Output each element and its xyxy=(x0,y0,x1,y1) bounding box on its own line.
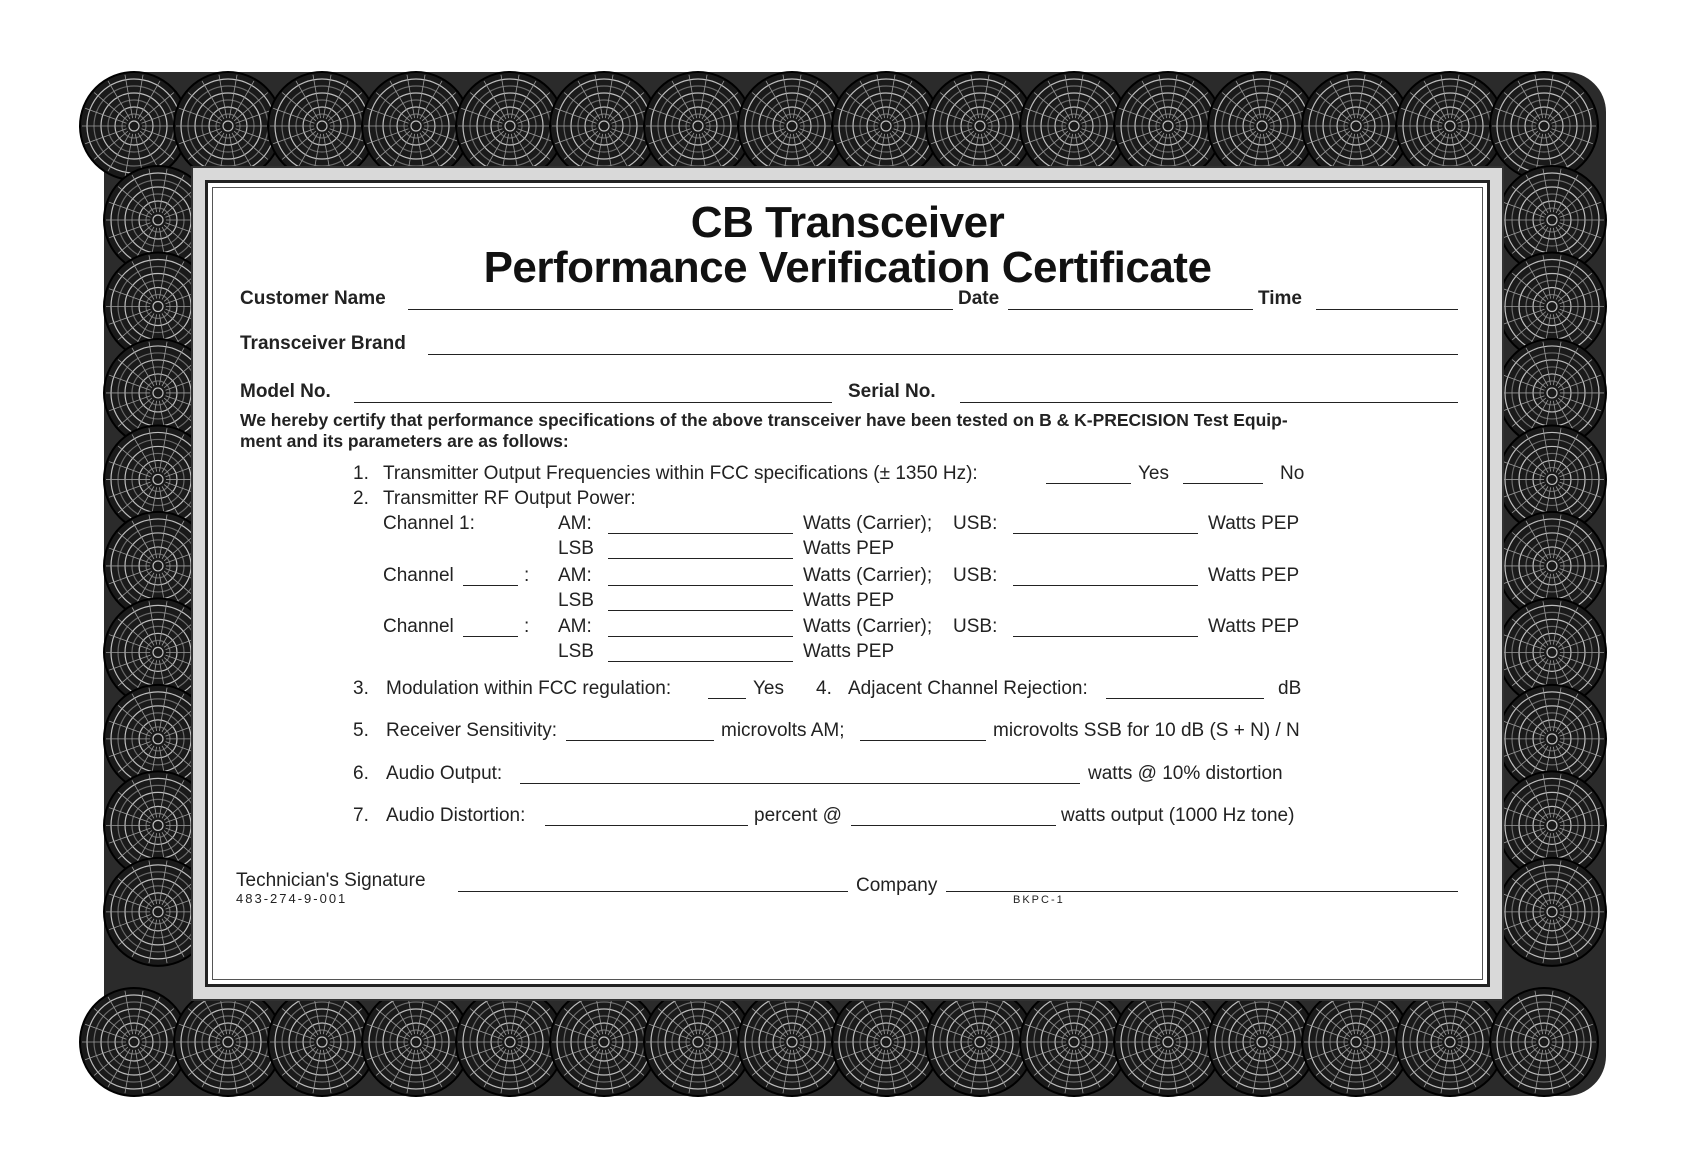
item-1-no-label: No xyxy=(1280,463,1305,484)
channel-b-usb-field[interactable] xyxy=(1013,636,1198,637)
item-1-number: 1. xyxy=(353,463,369,484)
item-6-text: Audio Output: xyxy=(386,763,503,784)
channel-1-lsb-label: LSB xyxy=(558,538,594,559)
channel-a-am-label: AM: xyxy=(558,565,592,586)
title-line-2: Performance Verification Certificate xyxy=(483,243,1212,292)
item-7-text: Audio Distortion: xyxy=(386,805,526,826)
title-line-1: CB Transceiver xyxy=(690,198,1005,247)
channel-b-am-label: AM: xyxy=(558,616,592,637)
channel-1-lsb-watts-pep: Watts PEP xyxy=(803,538,895,559)
item-2-number: 2. xyxy=(353,488,369,509)
channel-b-number-field[interactable] xyxy=(463,636,518,637)
channel-b-lsb-watts-pep: Watts PEP xyxy=(803,641,895,662)
item-3-text: Modulation within FCC regulation: xyxy=(386,678,672,699)
channel-a-colon: : xyxy=(524,565,530,586)
item-1-no-field[interactable] xyxy=(1183,483,1263,484)
item-5-microvolts-ssb: microvolts SSB for 10 dB (S + N) / N xyxy=(993,720,1300,741)
channel-a-number-field[interactable] xyxy=(463,585,518,586)
channel-a-lsb-field[interactable] xyxy=(608,610,793,611)
item-3-yes-label: Yes xyxy=(753,678,784,699)
channel-1-watts-carrier: Watts (Carrier); xyxy=(803,513,933,534)
model-no-label: Model No. xyxy=(240,381,331,402)
item-1-yes-field[interactable] xyxy=(1046,483,1131,484)
channel-b-lsb-label: LSB xyxy=(558,641,594,662)
part-number: 483-274-9-001 xyxy=(236,891,348,906)
item-4-db-label: dB xyxy=(1278,678,1302,699)
item-6-number: 6. xyxy=(353,763,369,784)
certificate-panel xyxy=(205,180,1490,987)
company-field[interactable] xyxy=(946,891,1458,892)
channel-a-watts-carrier: Watts (Carrier); xyxy=(803,565,933,586)
transceiver-brand-label: Transceiver Brand xyxy=(240,333,406,354)
serial-no-label: Serial No. xyxy=(848,381,936,402)
channel-b-label: Channel xyxy=(383,616,454,637)
channel-a-usb-field[interactable] xyxy=(1013,585,1198,586)
time-label: Time xyxy=(1258,288,1303,309)
technician-signature-field[interactable] xyxy=(458,891,848,892)
model-no-field[interactable] xyxy=(354,402,832,403)
item-5-microvolts-am: microvolts AM; xyxy=(721,720,845,741)
channel-a-usb-label: USB: xyxy=(953,565,998,586)
channel-a-am-field[interactable] xyxy=(608,585,793,586)
channel-1-am-label: AM: xyxy=(558,513,592,534)
item-7-number: 7. xyxy=(353,805,369,826)
company-label: Company xyxy=(856,875,938,896)
channel-1-am-field[interactable] xyxy=(608,533,793,534)
item-5-ssb-field[interactable] xyxy=(860,740,986,741)
channel-b-lsb-field[interactable] xyxy=(608,661,793,662)
certify-text-line-2: ment and its parameters are as follows: xyxy=(240,431,569,451)
item-6-watts-distortion: watts @ 10% distortion xyxy=(1088,763,1283,784)
channel-a-label: Channel xyxy=(383,565,454,586)
channel-b-usb-label: USB: xyxy=(953,616,998,637)
channel-1-usb-label: USB: xyxy=(953,513,998,534)
channel-1-lsb-field[interactable] xyxy=(608,558,793,559)
item-1-text: Transmitter Output Frequencies within FCC specifications (± 1350 Hz): xyxy=(383,463,978,484)
item-5-number: 5. xyxy=(353,720,369,741)
channel-1-usb-field[interactable] xyxy=(1013,533,1198,534)
serial-no-field[interactable] xyxy=(960,402,1458,403)
channel-1-label: Channel 1: xyxy=(383,513,475,534)
item-7-percent-field[interactable] xyxy=(545,825,748,826)
channel-a-lsb-watts-pep: Watts PEP xyxy=(803,590,895,611)
item-2-text: Transmitter RF Output Power: xyxy=(383,488,636,509)
form-code: BKPC-1 xyxy=(1013,894,1065,906)
item-7-percent-at: percent @ xyxy=(754,805,842,826)
item-5-text: Receiver Sensitivity: xyxy=(386,720,558,741)
item-4-field[interactable] xyxy=(1106,698,1264,699)
certify-text-line-1: We hereby certify that performance specifications of the above transceiver have been tested on B & K-PRECISION Test Equip- xyxy=(240,410,1288,430)
item-7-watts-field[interactable] xyxy=(851,825,1056,826)
item-5-am-field[interactable] xyxy=(566,740,714,741)
channel-b-usb-watts-pep: Watts PEP xyxy=(1208,616,1300,637)
customer-name-field[interactable] xyxy=(408,309,953,310)
technician-signature-label: Technician's Signature xyxy=(236,870,426,891)
transceiver-brand-field[interactable] xyxy=(428,354,1458,355)
date-field[interactable] xyxy=(1008,309,1253,310)
channel-a-usb-watts-pep: Watts PEP xyxy=(1208,565,1300,586)
customer-name-label: Customer Name xyxy=(240,288,386,309)
item-4-text: Adjacent Channel Rejection: xyxy=(848,678,1088,699)
item-6-field[interactable] xyxy=(520,783,1080,784)
channel-b-colon: : xyxy=(524,616,530,637)
item-1-yes-label: Yes xyxy=(1138,463,1169,484)
channel-1-usb-watts-pep: Watts PEP xyxy=(1208,513,1300,534)
channel-b-am-field[interactable] xyxy=(608,636,793,637)
item-7-watts-output: watts output (1000 Hz tone) xyxy=(1061,805,1295,826)
item-3-number: 3. xyxy=(353,678,369,699)
date-label: Date xyxy=(958,288,1000,309)
channel-a-lsb-label: LSB xyxy=(558,590,594,611)
channel-b-watts-carrier: Watts (Carrier); xyxy=(803,616,933,637)
item-4-number: 4. xyxy=(816,678,832,699)
item-3-field[interactable] xyxy=(708,698,746,699)
time-field[interactable] xyxy=(1316,309,1458,310)
